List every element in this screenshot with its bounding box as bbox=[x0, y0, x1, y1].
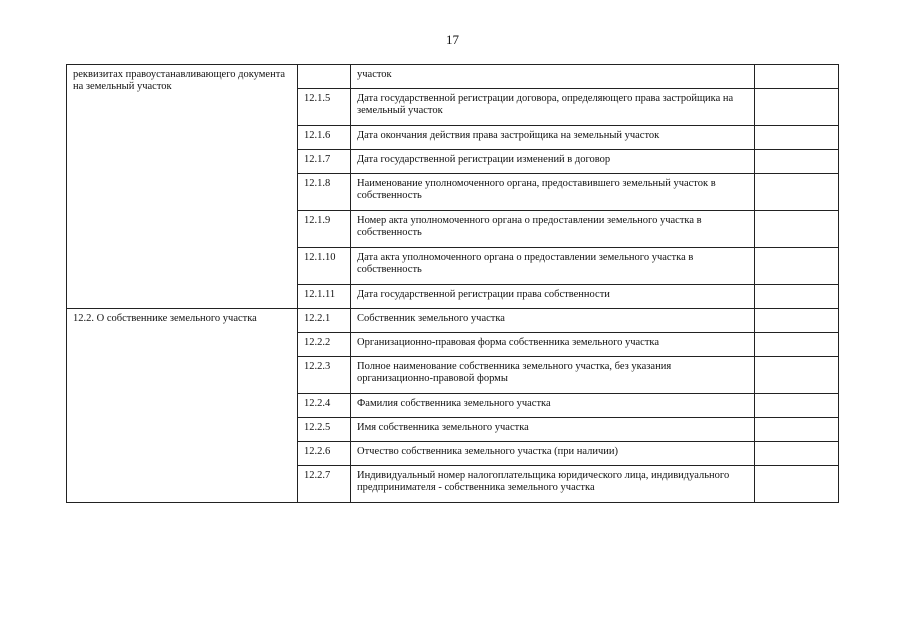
item-number: 12.1.7 bbox=[298, 150, 351, 174]
item-description: Номер акта уполномоченного органа о предоставлении земельного участка в собственность bbox=[351, 211, 755, 248]
item-number: 12.1.11 bbox=[298, 285, 351, 309]
item-number: 12.2.2 bbox=[298, 333, 351, 357]
item-number: 12.1.10 bbox=[298, 248, 351, 285]
item-description: Дата государственной регистрации договора, определяющего права застройщика на земельный участок bbox=[351, 89, 755, 126]
item-description: Полное наименование собственника земельного участка, без указания организационно-правовой формы bbox=[351, 357, 755, 394]
item-value bbox=[755, 309, 839, 333]
item-description: Отчество собственника земельного участка (при наличии) bbox=[351, 442, 755, 466]
section-cell: реквизитах правоустанавливающего документа на земельный участок bbox=[67, 65, 298, 309]
item-number: 12.2.5 bbox=[298, 418, 351, 442]
item-description: Дата государственной регистрации права собственности bbox=[351, 285, 755, 309]
item-number: 12.2.6 bbox=[298, 442, 351, 466]
item-value bbox=[755, 466, 839, 503]
item-description: Индивидуальный номер налогоплательщика юридического лица, индивидуального предпринимателя - собственника земельного участка bbox=[351, 466, 755, 503]
item-number: 12.1.9 bbox=[298, 211, 351, 248]
item-description: Собственник земельного участка bbox=[351, 309, 755, 333]
item-value bbox=[755, 333, 839, 357]
requirements-table bbox=[66, 64, 839, 503]
item-description: Наименование уполномоченного органа, предоставившего земельный участок в собственность bbox=[351, 174, 755, 211]
item-value bbox=[755, 442, 839, 466]
item-number: 12.2.3 bbox=[298, 357, 351, 394]
item-number: 12.2.7 bbox=[298, 466, 351, 503]
item-description: Имя собственника земельного участка bbox=[351, 418, 755, 442]
page-number: 17 bbox=[446, 32, 459, 47]
item-description: Дата акта уполномоченного органа о предоставлении земельного участка в собственность bbox=[351, 248, 755, 285]
item-value bbox=[755, 174, 839, 211]
item-description: участок bbox=[351, 65, 755, 89]
item-value bbox=[755, 65, 839, 89]
item-value bbox=[755, 126, 839, 150]
item-number: 12.2.4 bbox=[298, 394, 351, 418]
item-value bbox=[755, 394, 839, 418]
item-value bbox=[755, 285, 839, 309]
item-description: Дата государственной регистрации изменений в договор bbox=[351, 150, 755, 174]
item-number: 12.1.6 bbox=[298, 126, 351, 150]
item-value bbox=[755, 357, 839, 394]
item-value bbox=[755, 150, 839, 174]
item-value bbox=[755, 418, 839, 442]
item-number: 12.2.1 bbox=[298, 309, 351, 333]
item-value bbox=[755, 211, 839, 248]
item-description: Организационно-правовая форма собственника земельного участка bbox=[351, 333, 755, 357]
item-number bbox=[298, 65, 351, 89]
item-description: Фамилия собственника земельного участка bbox=[351, 394, 755, 418]
section-cell: 12.2. О собственнике земельного участка bbox=[67, 309, 298, 503]
item-number: 12.1.8 bbox=[298, 174, 351, 211]
item-number: 12.1.5 bbox=[298, 89, 351, 126]
item-value bbox=[755, 248, 839, 285]
item-value bbox=[755, 89, 839, 126]
table-row bbox=[67, 65, 839, 89]
table-row bbox=[67, 309, 839, 333]
item-description: Дата окончания действия права застройщика на земельный участок bbox=[351, 126, 755, 150]
